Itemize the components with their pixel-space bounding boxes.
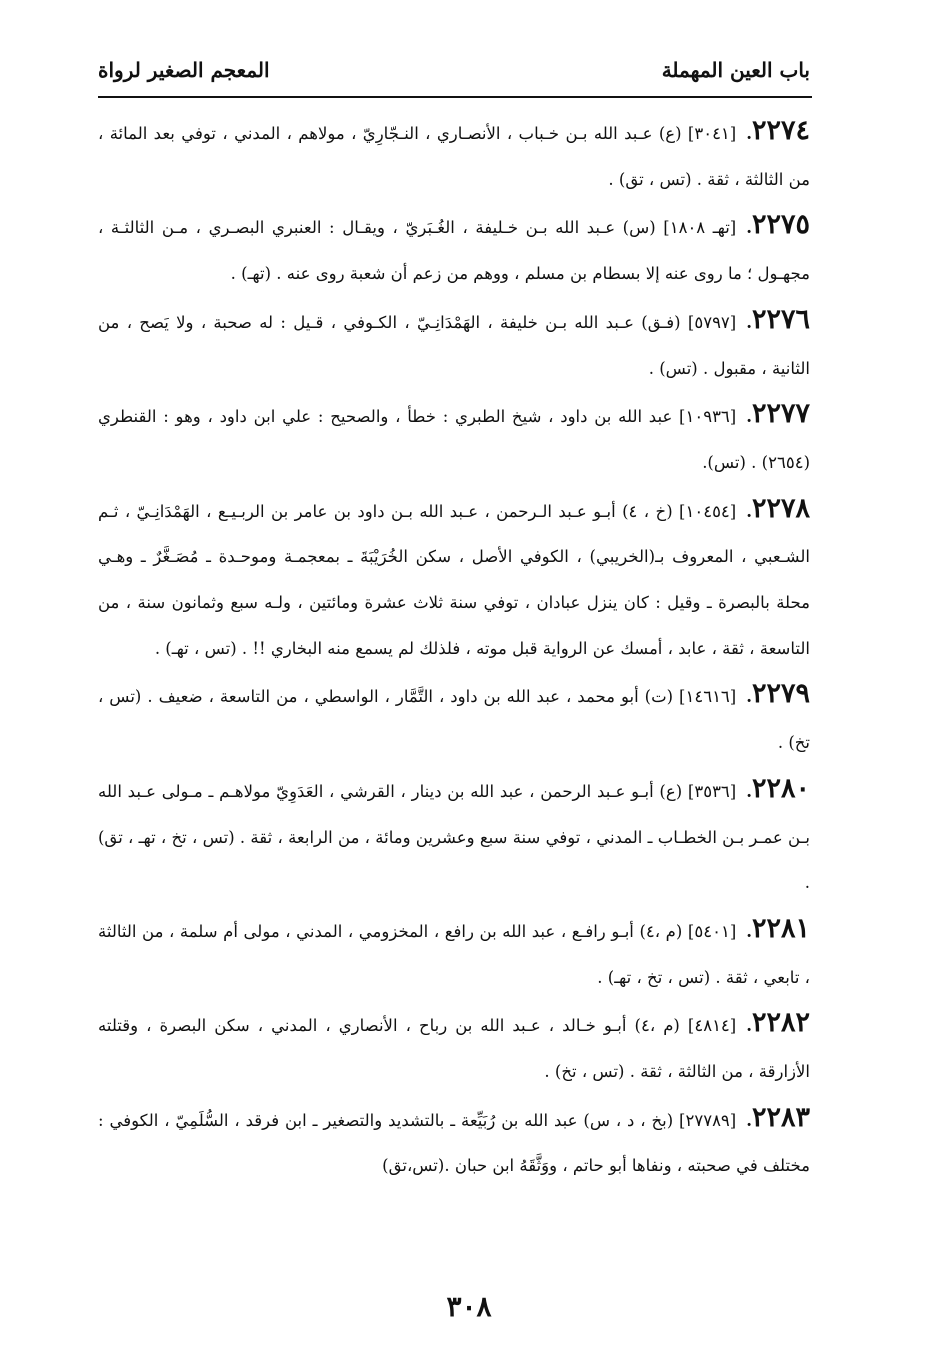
- entry-number: ٢٢٧٩: [751, 678, 810, 710]
- entry-number: ٢٢٧٧: [751, 398, 810, 430]
- entry-number: ٢٢٧٦: [751, 303, 810, 335]
- entry-number: ٢٢٧٥: [752, 209, 811, 241]
- entry-text: [تهـ ١٨٠٨] (س) عـبد الله بـن خـليفة ، الغُـبَريّ ، ويقـال : العنبري البصـري ، مـن الثالثـة ، مجهـول ؛ ما روى عنه إلا بسطام بن مسلم ، ووهم من زعم أن شعبة روى عنه . (تهـ) .: [98, 218, 810, 284]
- entry-number: ٢٢٨٣: [751, 1101, 810, 1133]
- entry-text: [١٠٩٣٦] عبد الله بن داود ، شيخ الطبري : خطأ ، والصحيح : علي ابن داود ، وهو : القنطري (٢٦٥٤) . (تس).: [98, 407, 810, 472]
- entry: ٢٢٨٠.[٣٥٣٦] (ع) أبـو عـبد الرحمن ، عبد الله بن دينار ، القرشي ، العَدَوِيّ مولاهـم ـ مـولى عـبد الله بـن عمـر بـن الخطـاب ـ المدني ، توفي سنة سبع وعشرين ومائة ، من الرابعة ، ثقة . (تس ، تخ ، تهـ ، تق) .: [98, 772, 810, 893]
- entry-text: [٥٧٩٧] (فـق) عـبد الله بـن خليفة ، الهَمْدَانِـيّ ، الكـوفي ، قـيل : له صحبة ، ولا يَصح ، من الثانية ، مقبول . (تس) .: [98, 312, 810, 378]
- entry: ٢٢٧٨.[١٠٤٥٤] (خ ، ٤) أبـو عـبد الـرحمن ، عـبد الله بـن داود بن عامر بن الربـيـع ، الهَمْدَانِـيّ ، ثـم الشـعبي ، المعروف بـ(الخريبي) ، الكوفي الأصل ، سكن الخُرَيْبَةَ ـ بمعجمـة وموحـدة ـ مُصَـغَّرٌ ـ وهـي محلة بالبصرة ـ وقيل : كان ينزل عبادان ، توفي سنة ثلاث عشرة ومائتين ، ولـه سبع وثمانون سنة ، من التاسعة ، ثقة ، عابد ، أمسك عن الرواية قبل موته ، فلذلك لم يسمع منه البخاري !! . (تس ، تهـ) .: [98, 492, 810, 658]
- book-title: المعجم الصغير لرواة: [98, 58, 270, 82]
- entry-number: ٢٢٧٨: [751, 492, 810, 524]
- entry: ٢٢٧٤.[٣٠٤١] (ع) عـبد الله بـن خـباب ، الأنصـاري ، النـجّارِيّ ، مولاهم ، المدني ، توفي بعد المائة ، من الثالثة ، ثقة . (تس ، تق) .: [98, 115, 810, 189]
- entry: ٢٢٧٦.[٥٧٩٧] (فـق) عـبد الله بـن خليفة ، الهَمْدَانِـيّ ، الكـوفي ، قـيل : له صحبة ، ولا يَصح ، من الثانية ، مقبول . (تس) .: [98, 303, 810, 378]
- entry-number: ٢٢٨١: [752, 912, 811, 944]
- chapter-title: باب العين المهملة: [661, 58, 810, 82]
- entry: ٢٢٧٩.[١٤٦١٦] (ت) أبو محمد ، عبد الله بن داود ، التَّمَّار ، الواسطي ، من التاسعة ، ضعيف . (تس ، تخ) .: [98, 678, 810, 753]
- entry-text: [١٠٤٥٤] (خ ، ٤) أبـو عـبد الـرحمن ، عـبد الله بـن داود بن عامر بن الربـيـع ، الهَمْدَانِـيّ ، ثـم الشـعبي ، المعروف بـ(الخريبي) ، الكوفي الأصل ، سكن الخُرَيْبَةَ ـ بمعجمـة وموحـدة ـ مُصَـغَّرٌ ـ وهـي محلة بالبصرة ـ وقيل : كان ينزل عبادان ، توفي سنة ثلاث عشرة ومائتين ، ولـه سبع وثمانون سنة ، من التاسعة ، ثقة ، عابد ، أمسك عن الرواية قبل موته ، فلذلك لم يسمع منه البخاري !! . (تس ، تهـ) .: [98, 501, 810, 658]
- entry: ٢٢٨٢.[٤٨١٤] (م ،٤) أبـو خـالد ، عـبد الله بن رباح ، الأنصاري ، المدني ، سكن البصرة ، وقتلته الأزارقة ، من الثالثة ، ثقة . (تس ، تخ) .: [98, 1007, 810, 1082]
- entry-text: [٥٤٠١] (م ،٤) أبـو رافـع ، عبد الله بن رافع ، المخزومي ، المدني ، مولى أم سلمة ، من الثالثة ، تابعي ، ثقة . (تس ، تخ ، تهـ) .: [98, 921, 810, 987]
- entry-number: ٢٢٨٠: [751, 772, 810, 804]
- entries-list: [98, 108, 810, 1189]
- page-number: ٣٠٨: [446, 1290, 492, 1323]
- entry: ٢٢٨٣.[٢٧٧٨٩] (بخ ، د ، س) عبد الله بن رُبَيِّعة ـ بالتشديد والتصغير ـ ابن فرقد ، السُّلَمِيّ ، الكوفي : مختلف في صحبته ، ونفاها أبو حاتم ، ووَثَّقَهُ ابن حبان .(تس،تق): [98, 1101, 810, 1176]
- page-header: [98, 48, 810, 92]
- entry-text: [١٤٦١٦] (ت) أبو محمد ، عبد الله بن داود ، التَّمَّار ، الواسطي ، من التاسعة ، ضعيف . (تس ، تخ) .: [98, 687, 810, 753]
- header-divider: [98, 96, 812, 98]
- entry-text: [٣٠٤١] (ع) عـبد الله بـن خـباب ، الأنصـاري ، النـجّارِيّ ، مولاهم ، المدني ، توفي بعد المائة ، من الثالثة ، ثقة . (تس ، تق) .: [98, 124, 810, 189]
- entry: ٢٢٨١.[٥٤٠١] (م ،٤) أبـو رافـع ، عبد الله بن رافع ، المخزومي ، المدني ، مولى أم سلمة ، من الثالثة ، تابعي ، ثقة . (تس ، تخ ، تهـ) .: [98, 912, 811, 987]
- entry-number: ٢٢٨٢: [751, 1007, 810, 1039]
- entry: ٢٢٧٥.[تهـ ١٨٠٨] (س) عـبد الله بـن خـليفة ، الغُـبَريّ ، ويقـال : العنبري البصـري ، مـن الثالثـة ، مجهـول ؛ ما روى عنه إلا بسطام بن مسلم ، ووهم من زعم أن شعبة روى عنه . (تهـ) .: [98, 209, 811, 284]
- entry-text: [٢٧٧٨٩] (بخ ، د ، س) عبد الله بن رُبَيِّعة ـ بالتشديد والتصغير ـ ابن فرقد ، السُّلَمِيّ ، الكوفي : مختلف في صحبته ، ونفاها أبو حاتم ، ووَثَّقَهُ ابن حبان .(تس،تق): [98, 1110, 810, 1176]
- entry-text: [٤٨١٤] (م ،٤) أبـو خـالد ، عـبد الله بن رباح ، الأنصاري ، المدني ، سكن البصرة ، وقتلته الأزارقة ، من الثالثة ، ثقة . (تس ، تخ) .: [98, 1016, 810, 1082]
- entry: ٢٢٧٧.[١٠٩٣٦] عبد الله بن داود ، شيخ الطبري : خطأ ، والصحيح : علي ابن داود ، وهو : القنطري (٢٦٥٤) . (تس).: [98, 398, 810, 472]
- entry-text: [٣٥٣٦] (ع) أبـو عـبد الرحمن ، عبد الله بن دينار ، القرشي ، العَدَوِيّ مولاهـم ـ مـولى عـبد الله بـن عمـر بـن الخطـاب ـ المدني ، توفي سنة سبع وعشرين ومائة ، من الرابعة ، ثقة . (تس ، تخ ، تهـ ، تق) .: [98, 781, 810, 893]
- entry-number: ٢٢٧٤: [751, 115, 810, 146]
